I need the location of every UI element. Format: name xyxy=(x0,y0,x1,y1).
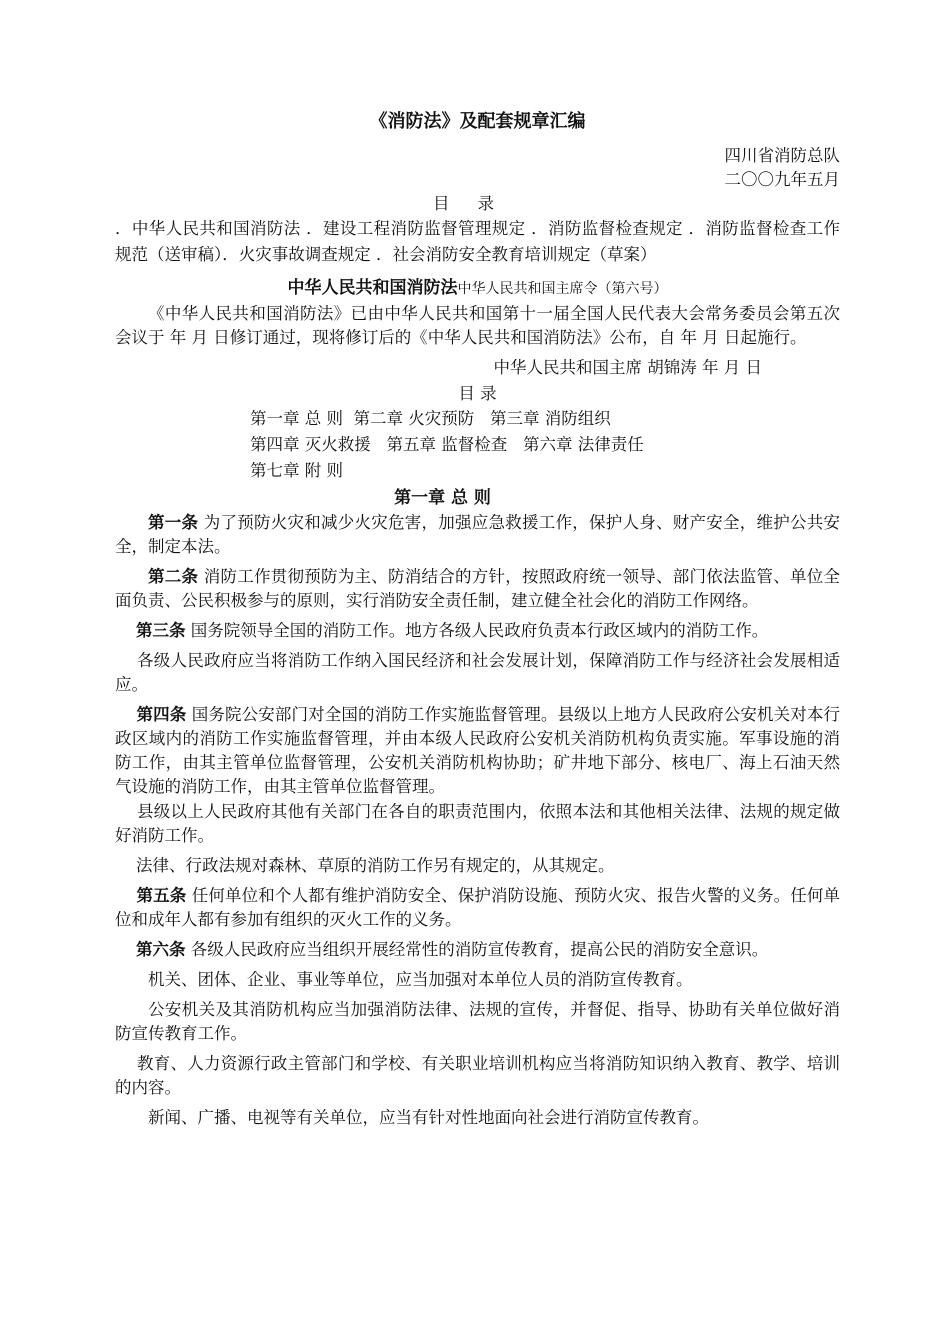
article-6 xyxy=(115,938,840,962)
issuer: 四川省消防总队 xyxy=(724,146,840,165)
article-text: 消防工作贯彻预防为主、防消结合的方针，按照政府统一领导、部门依法监管、单位全面负责、公民积极参与的原则，实行消防安全责任制，建立健全社会化的消防工作网络。 xyxy=(115,567,840,610)
toc-text: ．中华人民共和国消防法 ．建设工程消防监督管理规定 ．消防监督检查规定 ．消防监督检查工作规范（送审稿）．火灾事故调查规定 ．社会消防安全教育培训规定（草案） xyxy=(115,219,840,264)
chapter-row xyxy=(250,406,840,432)
chapter-item: 第七章 附 则 xyxy=(250,461,343,480)
document-title: 《消防法》及配套规章汇编 xyxy=(369,111,586,132)
article-label: 第六条 xyxy=(135,940,186,959)
article-text: 教育、人力资源行政主管部门和学校、有关职业培训机构应当将消防知识纳入教育、教学、培训的内容。 xyxy=(115,1054,841,1097)
article-3 xyxy=(115,619,840,643)
article-6-para-3 xyxy=(115,998,840,1046)
chapter-1-heading: 第一章 总 则 xyxy=(394,488,491,508)
sub-toc-title: 目 录 xyxy=(458,384,497,403)
chapter-item: 第二章 火灾预防 xyxy=(353,409,475,428)
law-title: 中华人民共和国消防法 xyxy=(287,278,458,298)
toc-heading: 目录 xyxy=(433,194,522,213)
article-text: 各级人民政府应当将消防工作纳入国民经济和社会发展计划，保障消防工作与经济社会发展相适应。 xyxy=(115,651,841,694)
article-text: 法律、行政法规对森林、草原的消防工作另有规定的，从其规定。 xyxy=(135,856,615,875)
article-2 xyxy=(115,565,840,613)
article-text: 公安机关及其消防机构应当加强消防法律、法规的宣传，并督促、指导、协助有关单位做好消防宣传教育工作。 xyxy=(115,1000,840,1043)
article-3-para-2 xyxy=(115,649,840,697)
article-1 xyxy=(115,511,840,559)
chapter-item: 第三章 消防组织 xyxy=(490,409,611,428)
article-text: 国务院公安部门对全国的消防工作实施监督管理。县级以上地方人民政府公安机关对本行政区域内的消防工作实施监督管理，并由本级人民政府公安机关消防机构负责实施。军事设施的消防工作，由其主管单位监督管理，公安机关消防机构协助；矿井地下部分、核电厂、海上石油天然气设施的消防工作，由其主管单位监督管理。 xyxy=(115,705,841,796)
articles xyxy=(115,511,840,1130)
article-6-para-2 xyxy=(115,968,840,992)
article-6-para-5 xyxy=(115,1106,840,1130)
decree-paragraph: 《中华人民共和国消防法》已由中华人民共和国第十一届全国人民代表大会常务委员会第五次会议于 年 月 日修订通过，现将修订后的《中华人民共和国消防法》公布，自 年 月 日起施行。 xyxy=(115,304,840,347)
chapter-list xyxy=(250,406,840,484)
chapter-item: 第一章 总 则 xyxy=(250,409,343,428)
issue-date: 二〇〇九年五月 xyxy=(724,170,840,189)
article-4 xyxy=(115,703,840,799)
article-text: 为了预防火灾和减少火灾危害，加强应急救援工作，保护人身、财产安全，维护公共安全，制定本法。 xyxy=(115,513,840,556)
chapter-row xyxy=(250,458,840,484)
article-text: 新闻、广播、电视等有关单位，应当有针对性地面向社会进行消防宣传教育。 xyxy=(148,1108,709,1127)
article-label: 第二条 xyxy=(148,567,199,586)
article-text: 机关、团体、企业、事业等单位，应当加强对本单位人员的消防宣传教育。 xyxy=(148,970,693,989)
chapter-item: 第五章 监督检查 xyxy=(386,435,508,454)
chapter-item: 第六章 法律责任 xyxy=(523,435,644,454)
article-label: 第四条 xyxy=(136,705,187,724)
article-5 xyxy=(115,884,840,932)
article-text: 县级以上人民政府其他有关部门在各自的职责范围内，依照本法和其他相关法律、法规的规定做好消防工作。 xyxy=(115,802,841,845)
article-label: 第一条 xyxy=(148,513,199,532)
chapter-item: 第四章 灭火救援 xyxy=(250,435,371,454)
signature: 中华人民共和国主席 胡锦涛 年 月 日 xyxy=(493,358,762,377)
article-text: 任何单位和个人都有维护消防安全、保护消防设施、预防火灾、报告火警的义务。任何单位和成年人都有参加有组织的灭火工作的义务。 xyxy=(115,886,841,929)
article-text: 国务院领导全国的消防工作。地方各级人民政府负责本行政区域内的消防工作。 xyxy=(190,621,769,640)
law-decree: 中华人民共和国主席令（第六号） xyxy=(457,281,668,297)
chapter-row xyxy=(250,432,840,458)
article-4-para-2 xyxy=(115,800,840,848)
document-content xyxy=(115,110,840,1130)
law-title-line xyxy=(115,276,840,301)
article-text: 各级人民政府应当组织开展经常性的消防宣传教育，提高公民的消防安全意识。 xyxy=(190,940,769,959)
article-6-para-4 xyxy=(115,1052,840,1100)
article-label: 第五条 xyxy=(136,886,187,905)
article-label: 第三条 xyxy=(135,621,186,640)
article-4-para-3 xyxy=(115,854,840,878)
